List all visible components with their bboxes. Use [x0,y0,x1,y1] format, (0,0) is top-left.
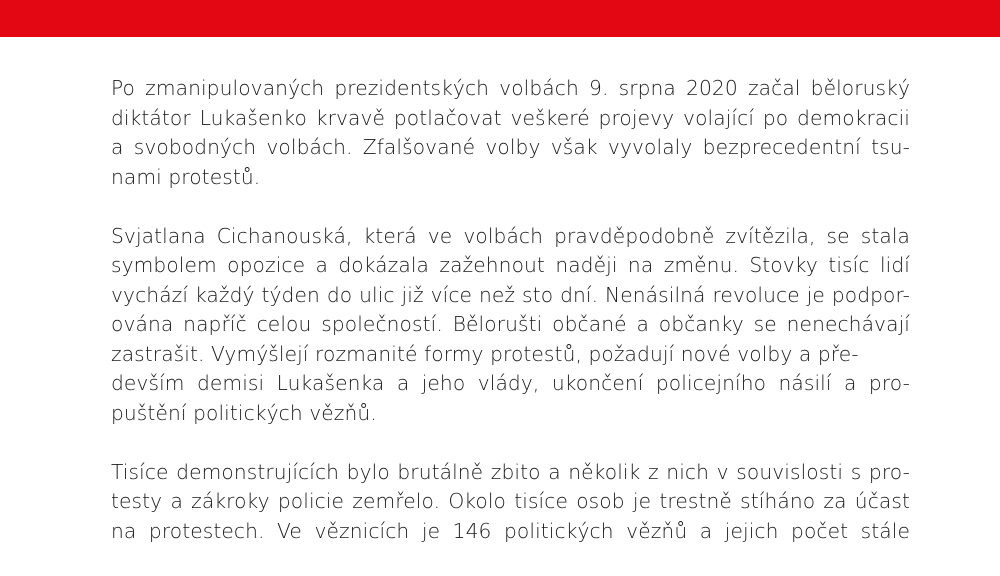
header-color-band [0,0,1000,37]
text-line: Tisíce demonstrujících bylo brutálně zbito a několik z nich v souvislosti s pro- [111,459,910,484]
text-line: symbolem opozice a dokázala zažehnout naději na změnu. Stovky tisíc lidí [111,253,910,277]
text-line: ována napříč celou společností. Bělorušti občané a občanky se nenechávají [111,312,910,336]
text-line: zastrašit. Vymýšlejí rozmanité formy protestů, požadují nové volby a pře- [111,341,859,366]
paragraph-1 [111,74,910,192]
text-line: na protestech. Ve věznicích je 146 politických vězňů a jejich počet stále [111,518,910,543]
text-line: a svobodných volbách. Zfalšované volby však vyvolaly bezprecedentní tsu- [111,135,910,159]
text-line: vychází každý týden do ulic již více než sto dní. Nenásilná revoluce je podpor- [111,282,910,307]
document-body [111,74,910,576]
text-line: testy a zákroky policie zemřelo. Okolo tisíce osob je trestně stíháno za účast [111,489,910,513]
text-line: Po zmanipulovaných prezidentských volbách 9. srpna 2020 začal běloruský [111,76,910,100]
text-line: diktátor Lukašenko krvavě potlačovat veškeré projevy volající po demokracii [111,105,910,130]
text-line: Svjatlana Cichanouská, která ve volbách pravděpodobně zvítězila, se stala [111,223,910,248]
text-line: nami protestů. [111,164,261,189]
text-line: devším demisi Lukašenka a jeho vlády, ukončení policejního násilí a pro- [111,371,910,395]
text-line: puštění politických vězňů. [111,400,377,425]
paragraph-2 [111,222,910,429]
paragraph-3 [111,458,910,547]
